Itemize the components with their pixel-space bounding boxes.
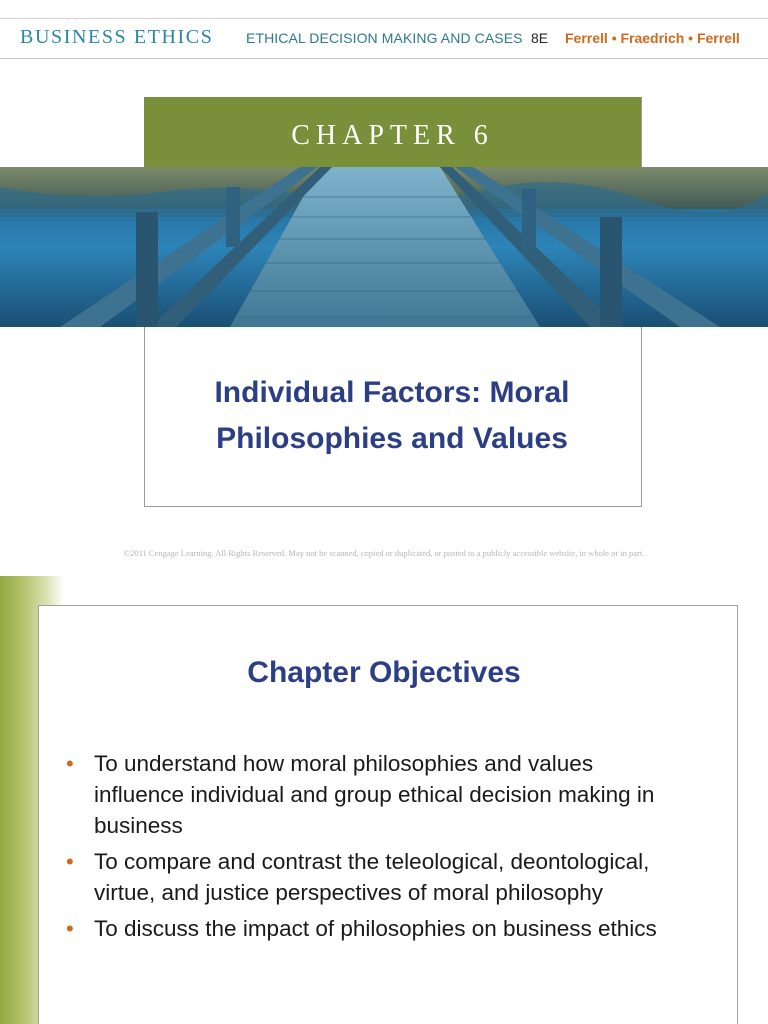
bridge-over-water-photo	[0, 167, 768, 327]
bullet-icon: •	[66, 849, 74, 874]
chapter-title-line-1: Individual Factors: Moral	[214, 376, 570, 409]
objective-item	[66, 748, 686, 841]
objective-text: To discuss the impact of philosophies on business ethics	[94, 916, 657, 941]
chapter-label: CHAPTER 6	[291, 120, 494, 151]
book-subtitle: ETHICAL DECISION MAKING AND CASES	[246, 30, 523, 46]
objective-text: To compare and contrast the teleological, deontological, virtue, and justice perspectives of moral philosophy	[94, 849, 650, 905]
objective-item	[66, 846, 686, 908]
book-brand: BUSINESS ETHICS	[20, 26, 214, 48]
chapter-title	[160, 370, 624, 462]
bullet-icon: •	[66, 916, 74, 941]
book-authors: Ferrell • Fraedrich • Ferrell	[565, 30, 740, 46]
book-edition: 8E	[531, 30, 549, 46]
objectives-title: Chapter Objectives	[247, 656, 521, 689]
objective-text: To understand how moral philosophies and values influence individual and group ethical decision making in business	[94, 751, 655, 838]
copyright-notice: ©2011 Cengage Learning. All Rights Reserved. May not be scanned, copied or duplicated, or posted to a publicly accessible website, in whole or in part.	[123, 548, 645, 558]
objective-item	[66, 913, 686, 944]
header-divider	[0, 18, 768, 19]
book-header-bar	[0, 0, 768, 59]
objectives-slide	[0, 576, 768, 1024]
objectives-list	[66, 748, 686, 949]
chapter-title-line-2: Philosophies and Values	[216, 422, 568, 455]
bullet-icon: •	[66, 751, 74, 776]
